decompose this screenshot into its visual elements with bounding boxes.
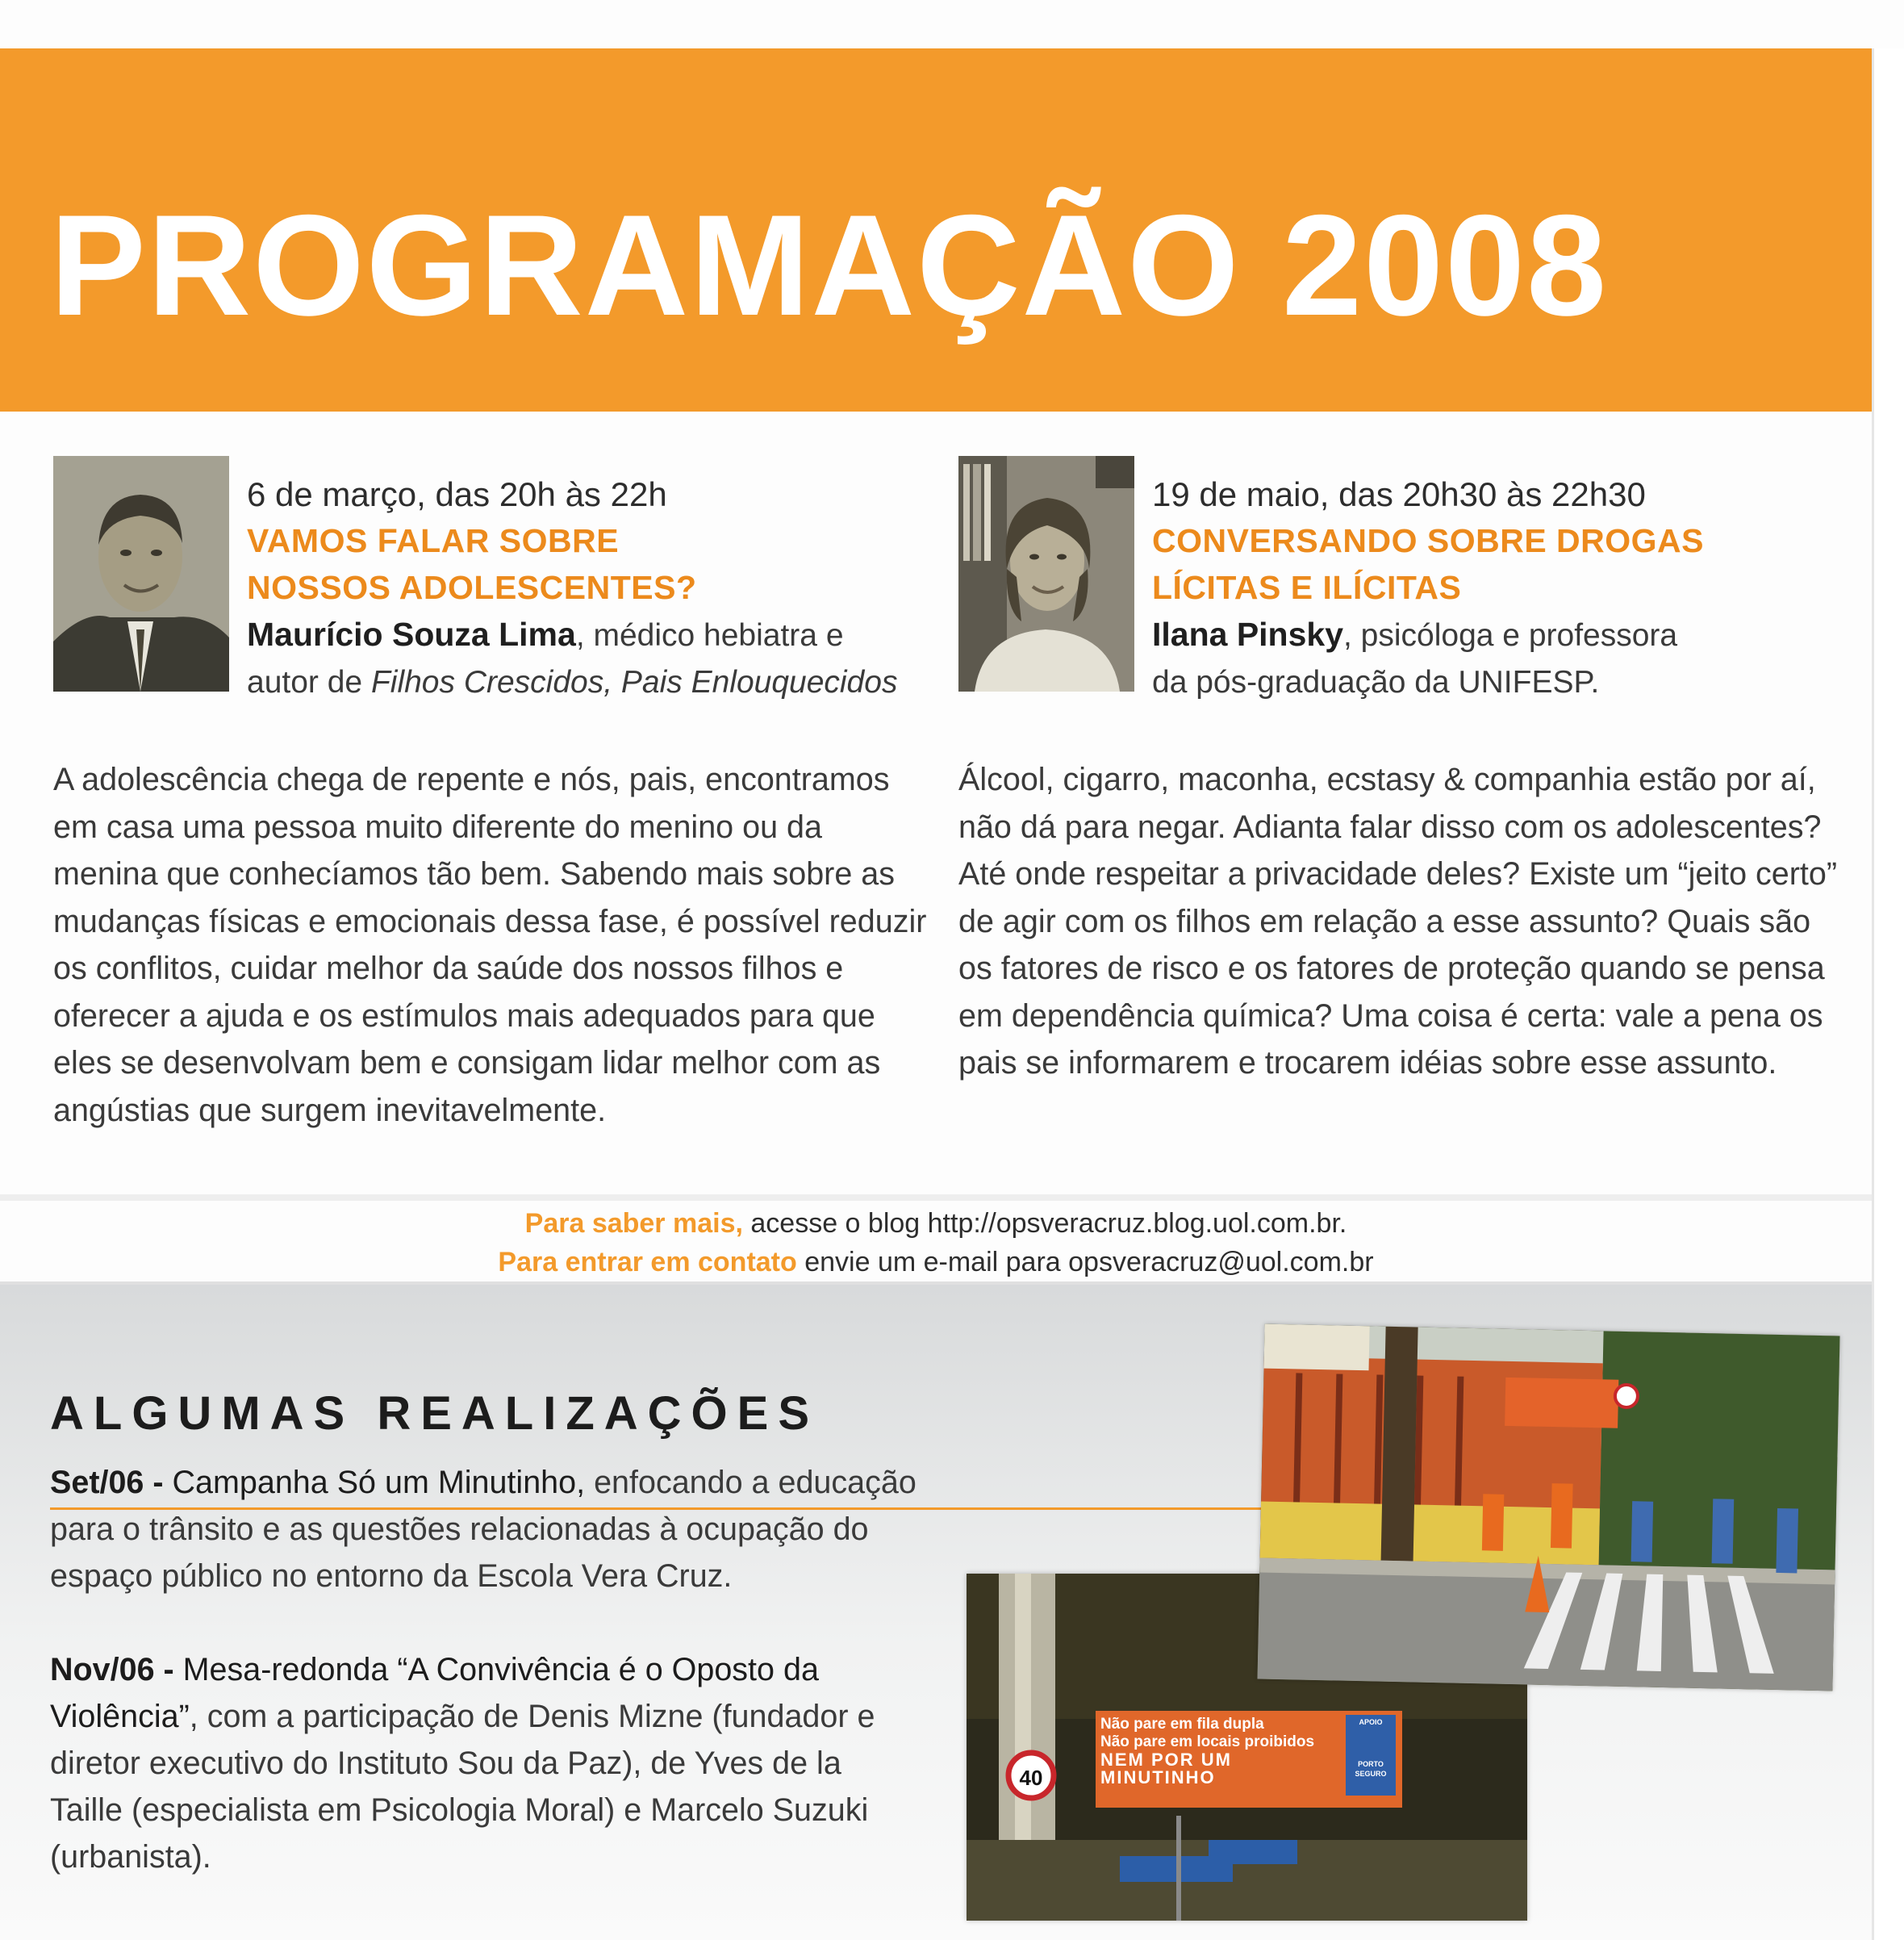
portrait-photo-icon — [958, 456, 1134, 692]
sponsor-label: APOIO — [1359, 1718, 1383, 1726]
speaker-role-2: , psicóloga e professora — [1343, 618, 1678, 653]
event-body-2: Álcool, cigarro, maconha, ecstasy & companhia estão por aí, não dá para negar. Adianta falar disso com os adolescentes? Até onde respeitar a privacidade deles? Existe um “jeito certo” de agir com os filhos em relação a esse assunto? Quais são os fatores de risco e os fatores de proteção quando se pensa em dependência química? Uma coisa é certa: vale a pena os pais se informarem e trocarem idéias sobre esse assunto. — [958, 762, 1838, 1081]
sponsor-name: PORTO SEGURO — [1355, 1760, 1387, 1778]
realizacao-item-1 — [50, 1459, 921, 1599]
contact-email-label: Para entrar em contato — [498, 1247, 797, 1277]
event-title-1a: VAMOS FALAR SOBRE — [247, 522, 620, 559]
event-speaker-1 — [247, 611, 933, 659]
realizacao-date-2: Nov/06 - — [50, 1652, 174, 1687]
contact-blog-label: Para saber mais, — [524, 1208, 743, 1239]
event-info-1 — [247, 472, 933, 706]
event-body-1: A adolescência chega de repente e nós, pais, encontramos em casa uma pessoa muito diferente do menino ou da menina que conhecíamos tão bem. Sabendo mais sobre as mudanças físicas e emocionais dessa fase, é possível reduzir os conflitos, cuidar melhor da saúde dos nossos filhos e oferecer a ajuda e os estímulos mais adequados para que eles se desenvolvam bem e consigam lidar melhor com as angústias que surgem inevitavelmente. — [53, 762, 927, 1128]
realizacao-headline-2: Mesa-redonda “A Convivência é o Oposto da Violência” — [50, 1652, 819, 1734]
realizacao-date-1: Set/06 - — [50, 1465, 164, 1500]
event-date-1: 6 de março, das 20h às 22h — [247, 475, 667, 513]
event-title-1b: NOSSOS ADOLESCENTES? — [247, 569, 697, 606]
speaker-book-1: Filhos Crescidos, Pais Enlouquecidos — [370, 665, 898, 700]
fold-line — [0, 1194, 1872, 1201]
portrait-photo-icon — [53, 456, 229, 692]
street-photo-icon — [1257, 1324, 1839, 1691]
realizacao-headline-1: Campanha Só um Minutinho, — [163, 1465, 586, 1500]
speaker-line2-prefix-1: autor de — [247, 665, 371, 700]
event-title-2b: LÍCITAS E ILÍCITAS — [1152, 569, 1462, 606]
event-info-2 — [1152, 472, 1838, 706]
event-speaker-2-line2: da pós-graduação da UNIFESP. — [1152, 665, 1600, 700]
speaker-role-1: , médico hebiatra e — [575, 618, 844, 653]
event-title-2a: CONVERSANDO SOBRE DROGAS — [1152, 522, 1705, 559]
event-date-2: 19 de maio, das 20h30 às 22h30 — [1152, 475, 1646, 513]
contact-line-blog — [0, 1204, 1872, 1243]
realizacao-text-2: , com a participação de Denis Mizne (fundador e diretor executivo do Instituto Sou da Paz), de Yves de la Taille (especialista em Psicologia Moral) e Marcelo Suzuki (urbanista). — [50, 1699, 875, 1875]
photo-crosswalk — [1257, 1324, 1839, 1691]
speaker-photo-2 — [958, 456, 1134, 692]
contact-email-link[interactable]: envie um e-mail para opsveracruz@uol.com.br — [796, 1247, 1374, 1277]
event-speaker-2 — [1152, 611, 1838, 659]
banner-text — [1100, 1716, 1342, 1787]
contact-block — [0, 1204, 1872, 1281]
contact-blog-link[interactable]: acesse o blog http://opsveracruz.blog.uol.com.br. — [742, 1208, 1347, 1239]
speaker-name-2: Ilana Pinsky — [1152, 616, 1344, 653]
speaker-name-1: Maurício Souza Lima — [247, 616, 576, 653]
page-edge — [1872, 48, 1904, 1940]
speaker-photo-1 — [53, 456, 229, 692]
orange-divider-line — [50, 1507, 1284, 1510]
speed-sign: 40 — [1019, 1766, 1043, 1790]
contact-line-email — [0, 1243, 1872, 1281]
banner-line-1: Não pare em fila dupla — [1100, 1716, 1264, 1733]
banner-line-3: NEM POR UM MINUTINHO — [1100, 1750, 1232, 1787]
section-title: ALGUMAS REALIZAÇÕES — [50, 1387, 819, 1440]
banner-line-2: Não pare em locais proibidos — [1100, 1733, 1315, 1750]
event-speaker-1-line2 — [247, 659, 933, 706]
page-title: PROGRAMAÇÃO 2008 — [50, 185, 1609, 345]
realizacao-text-1: enfocando a educação para o trânsito e as questões relacionadas à ocupação do espaço público no entorno da Escola Vera Cruz. — [50, 1465, 917, 1594]
sponsor-logo — [1347, 1717, 1394, 1779]
realizacao-item-2 — [50, 1646, 921, 1880]
